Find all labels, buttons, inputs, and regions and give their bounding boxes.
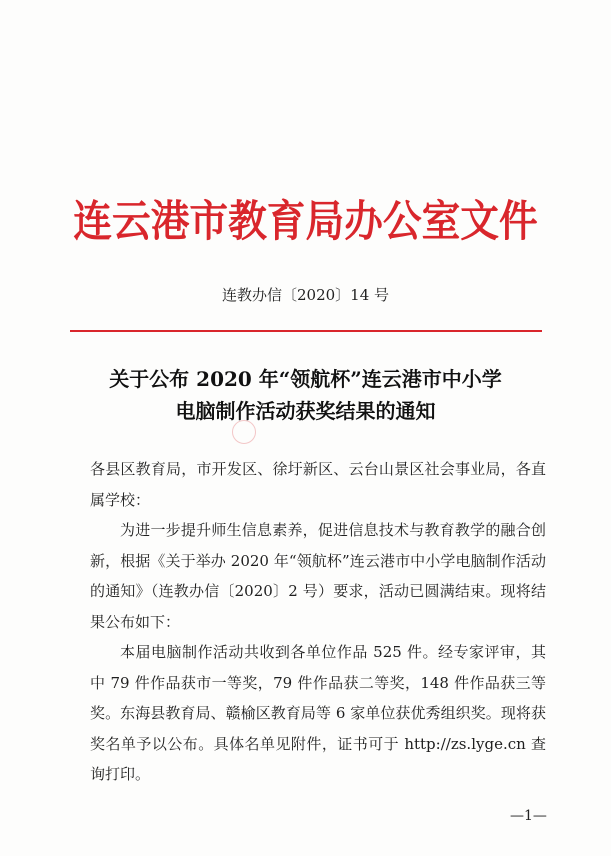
page-number: —1— <box>510 808 547 824</box>
red-divider-line <box>70 330 542 332</box>
notice-title-line-2: 电脑制作活动获奖结果的通知 <box>175 399 436 423</box>
faint-seal-stamp-icon <box>232 420 256 444</box>
notice-body <box>90 454 546 790</box>
document-number: 连教办信〔2020〕14 号 <box>221 286 390 304</box>
body-paragraph-2: 本届电脑制作活动共收到各单位作品 525 件。经专家评审，其中 79 件作品获市一等奖，79 件作品获二等奖，148 件作品获三等奖。东海县教育局、赣榆区教育局等 6 家单位获优秀组织奖。现将获奖名单予以公布。具体名单见附件，证书可于 http://zs.lyge.cn 查询打印。 <box>90 643 546 783</box>
issuer-header-title: 连云港市教育局办公室文件 <box>73 197 538 247</box>
notice-title <box>60 363 551 427</box>
notice-title-line-1: 关于公布 2020 年“领航杯”连云港市中小学 <box>109 367 502 391</box>
body-paragraph-1: 为进一步提升师生信息素养，促进信息技术与教育教学的融合创新，根据《关于举办 2020 年“领航杯”连云港市中小学电脑制作活动的通知》（连教办信〔2020〕2 号）要求，活动已圆满结束。现将结果公布如下： <box>90 521 546 631</box>
addressee-line: 各县区教育局，市开发区、徐圩新区、云台山景区社会事业局，各直属学校： <box>90 460 546 509</box>
